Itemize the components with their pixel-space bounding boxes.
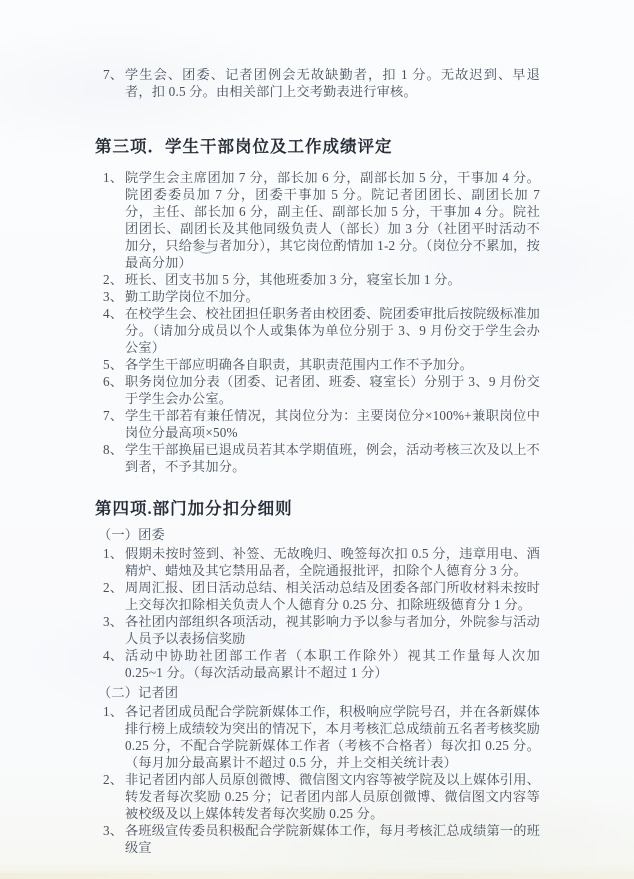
section-heading: 第四项.部门加分扣分细则 [95,499,293,518]
item-number: 7、 [103,408,124,423]
item-text: 活动中协助社团部工作者（本职工作除外）视其工作量每人次加 0.25~1 分。（每次活动最高累计不超过 1 分） [125,648,540,680]
list-item [103,545,540,579]
item-number: 7、 [103,67,124,82]
list-item [103,822,540,856]
item-text: 在校学生会、校社团担任职务者由校团委、院团委审批后按院级标准加分。（请加分成员以个人或集体为单位分别于 3、9 月份交于学生会办公室） [125,306,541,355]
list-item [103,271,540,288]
list-item [103,356,540,373]
subsection-label: （一）团委 [98,527,165,542]
scan-speck [213,417,216,420]
item-number: 4、 [103,306,124,321]
list-item [103,373,540,407]
list-item [103,647,540,681]
section-heading: 第三项．学生干部岗位及工作成绩评定 [95,137,393,156]
item-text: 周周汇报、团日活动总结、相关活动总结及团委各部门所收材料未按时上交每次扣除相关负责人个人德育分 0.25 分、扣除班级德育分 1 分。 [125,580,541,612]
item-text: 各班级宣传委员积极配合学院新媒体工作，每月考核汇总成绩第一的班级宣 [125,823,541,855]
item-number: 3、 [103,289,124,304]
item-text: 班长、团支书加 5 分，其他班委加 3 分，寝室长加 1 分。 [125,272,461,287]
item-number: 2、 [103,272,124,287]
item-text: 假期未按时签到、补签、无故晚归、晚签每次扣 0.5 分，违章用电、酒精炉、蜡烛及其它禁用品者，全院通报批评，扣除个人德育分 3 分。 [125,546,540,578]
list-item [103,579,540,613]
item-text: 学生干部换届已退成员若其本学期值班，例会，活动考核三次及以上不到者，不予其加分。 [125,442,541,474]
item-number: 1、 [103,546,124,561]
document-content [95,66,541,856]
item-number: 6、 [103,374,124,389]
list-item [103,703,540,771]
item-text: 非记者团内部人员原创微博、微信图文内容等被学院及以上媒体引用、转发者每次奖励 0.25 分；记者团内部人员原创微博、微信图文内容等被校级及以上媒体转发者每次奖励 0.25 分。 [125,772,541,821]
list-item [103,169,540,271]
item-text: 院学生会主席团加 7 分，部长加 6 分，副部长加 5 分，干事加 4 分。院团委委员加 7 分，团委干事加 5 分。院记者团团长、副团长加 7 分，主任、部长加 6 分，副主任、副部长加 5 分，干事加 4 分。院社团团长、副团长及其他同级负责人（部长）加 3 分（社团平时活动不加分，只给参与者加分），其它岗位酌情加 1-2 分。（岗位分不累加，按最高分加） [125,170,540,270]
item-number: 3、 [103,823,124,838]
list-item [103,613,540,647]
item-text: 各社团内部组织各项活动，视其影响力予以参与者加分，外院参与活动人员予以表扬信奖励 [125,614,541,646]
item-number: 1、 [103,170,124,185]
list-item [103,407,540,441]
item-number: 5、 [103,357,124,372]
item-text: 职务岗位加分表（团委、记者团、班委、寝室长）分别于 3、9 月份交于学生会办公室。 [125,374,540,406]
item-number: 8、 [103,442,124,457]
item-number: 3、 [103,614,124,629]
item-number: 2、 [103,772,124,787]
scan-edge [0,873,634,879]
item-text: 勤工助学岗位不加分。 [125,289,259,304]
list-item [103,305,540,356]
item-text: 学生干部若有兼任情况，其岗位分为：主要岗位分×100%+兼职岗位中岗位分最高项×50% [125,408,540,440]
item-number: 2、 [103,580,124,595]
list-item [103,66,540,100]
list-item [103,441,540,475]
list-item [103,288,540,305]
list-item [103,771,540,822]
item-text: 各学生干部应明确各自职责，其职责范围内工作不予加分。 [125,357,474,372]
item-number: 1、 [103,704,124,719]
item-text: 各记者团成员配合学院新媒体工作，积极响应学院号召，并在各新媒体排行榜上成绩较为突出的情况下，本月考核汇总成绩前五名者考核奖励 0.25 分，不配合学院新媒体工作者（考核不合格者）每次扣 0.25 分。（每月加分最高累计不超过 0.5 分，并上交相关统计表） [125,704,541,770]
item-number: 4、 [103,648,124,663]
item-text: 学生会、团委、记者团例会无故缺勤者，扣 1 分。无故迟到、早退者，扣 0.5 分。由相关部门上交考勤表进行审核。 [125,67,540,99]
subsection-label: （二）记者团 [98,685,179,700]
